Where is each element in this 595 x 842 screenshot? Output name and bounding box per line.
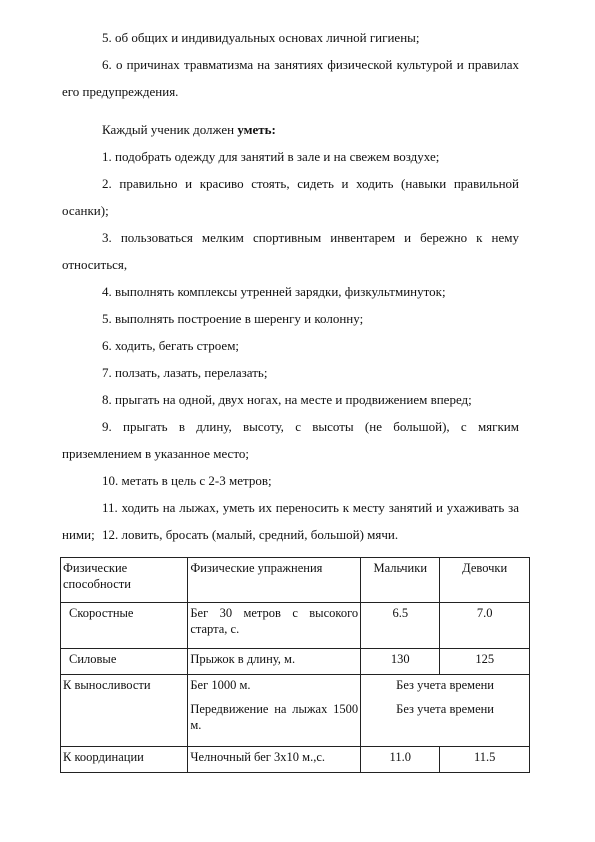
header-boys: Мальчики [361, 558, 440, 603]
boys-value: 11.0 [361, 747, 440, 773]
header-exercises: Физические упражнения [188, 558, 361, 603]
boys-value: 6.5 [361, 603, 440, 649]
exercise-cell: Бег 30 метров с высокого старта, с. [188, 603, 361, 649]
ability-cell: Скоростные [61, 603, 188, 649]
merged-result-2: Без учета времени [396, 702, 494, 716]
skills-intro-bold: уметь: [237, 122, 276, 137]
norms-table [60, 557, 530, 773]
skills-intro [62, 116, 519, 143]
ability-cell: К выносливости [61, 675, 188, 747]
exercise-line-1: Бег 1000 м. [190, 678, 251, 692]
merged-result-1: Без учета времени [396, 678, 494, 692]
skill-item-8: 8. прыгать на одной, двух ногах, на месте и продвижением вперед; [102, 392, 472, 407]
exercise-cell: Челночный бег 3x10 м.,с. [188, 747, 361, 773]
table-row [61, 603, 530, 649]
exercise-line-2: Передвижение на лыжах 1500 м. [190, 702, 359, 732]
skill-item-9: 9. прыгать в длину, высоту, с высоты (не большой), с мягким приземлением в указанное место; [62, 419, 519, 461]
know-item-6: 6. о причинах травматизма на занятиях физической культурой и правилах его предупреждения. [62, 57, 519, 99]
girls-value: 11.5 [440, 747, 530, 773]
skill-item-4: 4. выполнять комплексы утренней зарядки, физкультминуток; [102, 284, 446, 299]
skill-item-3: 3. пользоваться мелким спортивным инвентарем и бережно к нему относиться, [62, 230, 519, 272]
table-row [61, 675, 530, 747]
skill-item-11: 11. ходить на лыжах, уметь их переносить к месту занятий и ухаживать за ними; [62, 500, 519, 542]
girls-value: 125 [440, 649, 530, 675]
header-abilities: Физические способности [61, 558, 188, 603]
ability-cell: К координации [61, 747, 188, 773]
skill-item-1: 1. подобрать одежду для занятий в зале и на свежем воздухе; [102, 149, 440, 164]
table-row [61, 747, 530, 773]
table-row [61, 649, 530, 675]
header-girls: Девочки [440, 558, 530, 603]
skill-item-12: 12. ловить, бросать (малый, средний, большой) мячи. [102, 527, 399, 542]
girls-value: 7.0 [440, 603, 530, 649]
know-item-5: 5. об общих и индивидуальных основах личной гигиены; [102, 30, 420, 45]
skill-item-5: 5. выполнять построение в шеренгу и колонну; [102, 311, 364, 326]
skill-item-2: 2. правильно и красиво стоять, сидеть и ходить (навыки правильной осанки); [62, 176, 519, 218]
exercise-cell: Прыжок в длину, м. [188, 649, 361, 675]
merged-result-cell [361, 675, 530, 747]
skill-item-6: 6. ходить, бегать строем; [102, 338, 240, 353]
boys-value: 130 [361, 649, 440, 675]
skill-item-7: 7. ползать, лазать, перелазать; [102, 365, 268, 380]
ability-cell: Силовые [61, 649, 188, 675]
exercise-cell [188, 675, 361, 747]
skill-item-10: 10. метать в цель с 2-3 метров; [102, 473, 272, 488]
table-header-row [61, 558, 530, 603]
skills-intro-prefix: Каждый ученик должен [102, 122, 238, 137]
